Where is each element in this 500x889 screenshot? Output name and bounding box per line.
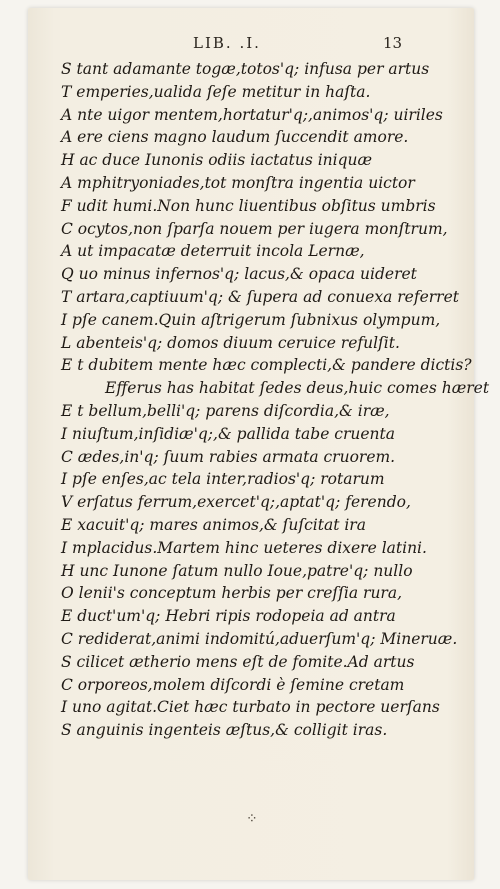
verse-line: Efferus has habitat ſedes deus,huic comes hæret xyxy=(105,379,490,398)
verse-line: S tant adamante togæ,totos'q; infusa per artus xyxy=(61,60,430,78)
verse-line: I pſe canem.Quin aſtrigerum ſubnixus olympum, xyxy=(61,310,441,329)
verse-line: C ædes,in'q; ſuum rabies armata cruorem. xyxy=(61,447,396,466)
verse-line: I pſe enſes,ac tela inter,radios'q; rotarum xyxy=(61,470,385,489)
verse-line: T artara,captiuum'q; & ſupera ad conuexa referret xyxy=(61,287,459,306)
verse-line: I mplacidus.Martem hinc ueteres dixere latini. xyxy=(61,538,427,557)
verse-line: C ocytos,non ſparſa nouem per iugera monſtrum, xyxy=(61,219,448,238)
verse-line: E t dubitem mente hæc complecti,& pandere dictis? xyxy=(61,356,472,375)
verse-line: O lenii's conceptum herbis per creſſia rura, xyxy=(61,584,402,603)
verse-line: I uno agitat.Ciet hæc turbato in pectore uerſans xyxy=(61,698,440,717)
verse-line: V erſatus ferrum,exercet'q;,aptat'q; ferendo, xyxy=(61,493,411,512)
running-title: LIB. .I. xyxy=(193,34,261,52)
verse-line: Q uo minus infernos'q; lacus,& opaca uideret xyxy=(61,265,417,284)
verse-line: S anguinis ingenteis æſtus,& colligit iras. xyxy=(61,721,388,740)
verse-line: C orporeos,molem diſcordi è ſemine cretam xyxy=(61,675,405,694)
verse-line: C rediderat,animi indomitú,aduerſum'q; Mineruæ. xyxy=(61,629,458,648)
verse-line: A mphitryoniades,tot monſtra ingentia uictor xyxy=(61,173,415,192)
verse-line: H unc Iunone ſatum nullo Ioue,patre'q; nullo xyxy=(61,561,413,580)
book-page xyxy=(28,8,490,880)
verse-block xyxy=(61,58,490,742)
ornament-mark: ⁘ xyxy=(246,811,258,827)
verse-line: F udit humi.Non hunc liuentibus obſitus umbris xyxy=(61,196,436,215)
verse-line: A ere ciens magno laudum ſuccendit amore. xyxy=(61,128,409,147)
verse-line: S cilicet ætherio mens eſt de fomite.Ad artus xyxy=(61,652,415,671)
verse-line: A nte uigor mentem,hortatur'q;,animos'q; uiriles xyxy=(61,105,443,124)
verse-line: L abenteis'q; domos diuum ceruice refulſit. xyxy=(61,333,400,352)
verse-line: H ac duce Iunonis odiis iactatus iniquæ xyxy=(61,151,373,170)
page-number: 13 xyxy=(383,34,403,52)
verse-line: I niuſtum,inſidiæ'q;,& pallida tabe cruenta xyxy=(61,424,395,443)
verse-line: E t bellum,belli'q; parens diſcordia,& iræ, xyxy=(61,401,390,420)
verse-line: A ut impacatæ deterruit incola Lernæ, xyxy=(61,242,365,261)
verse-line: T emperies,ualida ſeſe metitur in haſta. xyxy=(61,82,371,101)
verse-line: E xacuit'q; mares animos,& ſuſcitat ira xyxy=(61,515,366,534)
verse-line: E duct'um'q; Hebri ripis rodopeia ad antra xyxy=(61,607,396,626)
